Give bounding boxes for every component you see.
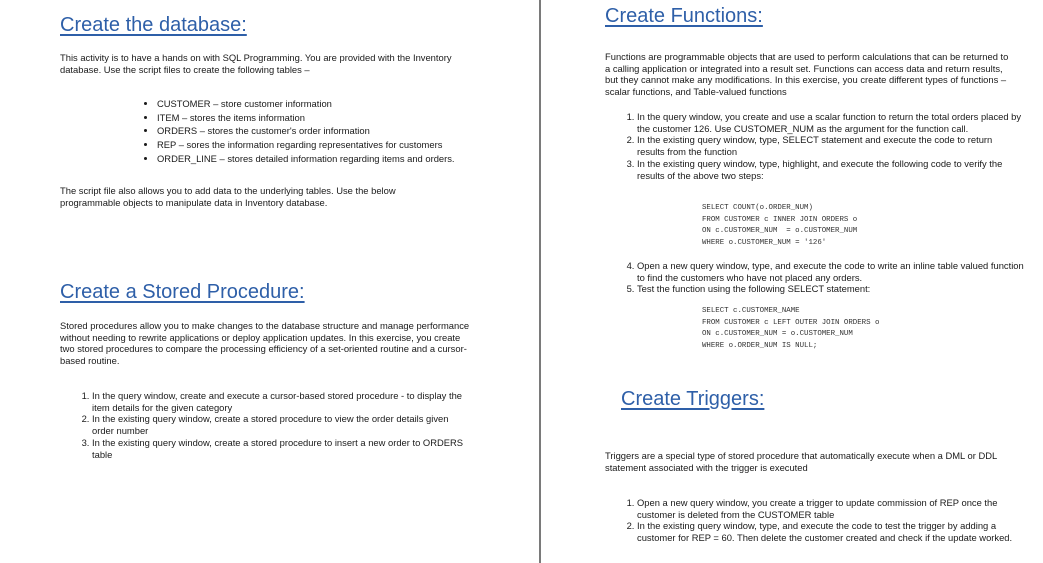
code-line: ON c.CUSTOMER_NUM = o.CUSTOMER_NUM xyxy=(702,227,858,236)
stored-procedure-intro-paragraph: Stored procedures allow you to make changes to the database structure and manage performance without needing to rewrite applications or deploy application updates. In this exercise, you create two stored procedures to compare the processing efficiency of a set-oriented routine and a cursor-based routine. xyxy=(60,320,470,367)
list-item: • ORDER_LINE – stores detailed information regarding items and orders. xyxy=(157,153,502,165)
code-line: ON c.CUSTOMER_NUM = o.CUSTOMER_NUM xyxy=(702,330,853,339)
stored-procedure-steps xyxy=(76,390,472,460)
list-item: 3. In the existing query window, create a stored procedure to insert a new order to ORDERS table xyxy=(92,437,472,460)
list-item: • CUSTOMER – store customer information xyxy=(157,98,502,110)
database-intro-paragraph: This activity is to have a hands on with SQL Programming. You are provided with the Inventory database. Use the script files to create the following tables – xyxy=(60,52,452,75)
functions-steps-part-two xyxy=(621,260,1027,295)
code-line: SELECT c.CUSTOMER_NAME xyxy=(702,307,800,315)
list-item: • ORDERS – stores the customer's order information xyxy=(157,125,502,137)
page-divider xyxy=(539,0,541,563)
functions-intro-paragraph: Functions are programmable objects that are used to perform calculations that can be returned to a calling application or integrated into a result set. Functions can access data and return results, but they cannot make any modifications. In this exercise, you create different types of functions – scalar functions, and Table-valued functions xyxy=(605,51,1009,98)
code-line: FROM CUSTOMER c LEFT OUTER JOIN ORDERS o xyxy=(702,318,880,327)
create-functions-heading: Create Functions: xyxy=(605,5,763,27)
code-line: WHERE o.ORDER_NUM IS NULL; xyxy=(702,341,818,350)
list-item: 2. In the existing query window, type, SELECT statement and execute the code to return results from the function xyxy=(637,134,1022,157)
code-line: WHERE o.CUSTOMER_NUM = '126' xyxy=(702,238,827,247)
right-page xyxy=(542,0,1043,563)
triggers-steps xyxy=(621,497,1027,544)
create-stored-procedure-heading: Create a Stored Procedure: xyxy=(60,281,305,303)
list-item: 1. In the query window, you create and use a scalar function to return the total orders placed by the customer 126. Use CUSTOMER_NUM as the argument for the function call. xyxy=(637,111,1022,134)
triggers-intro-paragraph: Triggers are a special type of stored procedure that automatically execute when a DML or DDL statement associated with the trigger is executed xyxy=(605,450,997,473)
list-item: • ITEM – stores the items information xyxy=(157,112,502,124)
code-block-customers-no-orders xyxy=(702,306,879,352)
code-block-count-orders xyxy=(702,203,857,249)
tables-list xyxy=(141,98,502,167)
database-outro-paragraph: The script file also allows you to add data to the underlying tables. Use the below programmable objects to manipulate data in Inventory database. xyxy=(60,185,396,208)
list-item: 1. In the query window, create and execute a cursor-based stored procedure - to display the item details for the given category xyxy=(92,390,472,413)
code-line: FROM CUSTOMER c INNER JOIN ORDERS o xyxy=(702,215,858,224)
list-item: 2. In the existing query window, type, and execute the code to test the trigger by adding a customer for REP = 60. Then delete the customer created and check if the update worked. xyxy=(637,520,1027,543)
create-triggers-heading: Create Triggers: xyxy=(621,388,765,410)
list-item: 1. Open a new query window, you create a trigger to update commission of REP once the customer is deleted from the CUSTOMER table xyxy=(637,497,1027,520)
list-item: 5. Test the function using the following SELECT statement: xyxy=(637,283,1027,295)
code-line: SELECT COUNT(o.ORDER_NUM) xyxy=(702,204,813,212)
list-item: 3. In the existing query window, type, highlight, and execute the following code to verify the results of the above two steps: xyxy=(637,158,1022,181)
list-item: 4. Open a new query window, type, and execute the code to write an inline table valued function to find the customers who have not placed any orders. xyxy=(637,260,1027,283)
functions-steps-part-one xyxy=(621,111,1022,181)
create-database-heading: Create the database: xyxy=(60,14,247,36)
list-item: 2. In the existing query window, create a stored procedure to view the order details given order number xyxy=(92,413,472,436)
list-item: • REP – sores the information regarding representatives for customers xyxy=(157,139,502,151)
